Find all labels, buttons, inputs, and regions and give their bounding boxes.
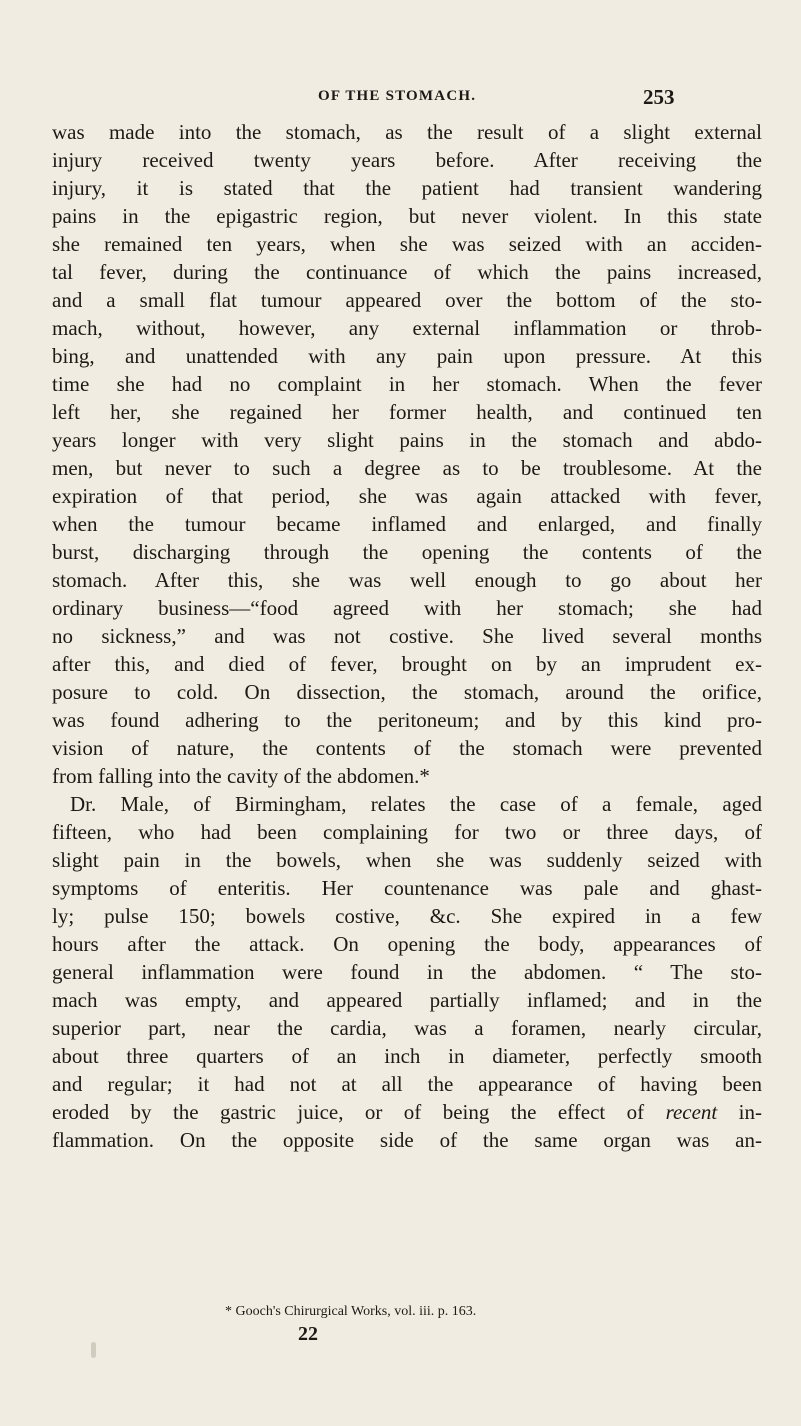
text-line: left her, she regained her former health, and continued ten: [52, 400, 762, 424]
text-line: time she had no complaint in her stomach. When the fever: [52, 372, 762, 396]
text-line: symptoms of enteritis. Her countenance was pale and ghast-: [52, 876, 762, 900]
text-line: ly; pulse 150; bowels costive, &c. She expired in a few: [52, 904, 762, 928]
text-line: injury, it is stated that the patient had transient wandering: [52, 176, 762, 200]
text-line-with-emphasis: [52, 1098, 762, 1126]
running-head: [0, 85, 801, 112]
italic-word: recent: [665, 1100, 718, 1124]
text-line: hours after the attack. On opening the body, appearances of: [52, 932, 762, 956]
text-line: was made into the stomach, as the result of a slight external: [52, 120, 762, 144]
text-line: pains in the epigastric region, but never violent. In this state: [52, 204, 762, 228]
page-smudge: [91, 1342, 96, 1358]
text-line: ordinary business—“food agreed with her stomach; she had: [52, 596, 762, 620]
text-line: she remained ten years, when she was seized with an acciden-: [52, 232, 762, 256]
text-line: about three quarters of an inch in diameter, perfectly smooth: [52, 1044, 762, 1068]
signature-mark: 22: [298, 1323, 318, 1345]
text-line-paragraph-start: Dr. Male, of Birmingham, relates the case of a female, aged: [70, 792, 762, 816]
text-line: men, but never to such a degree as to be troublesome. At the: [52, 456, 762, 480]
text-line: vision of nature, the contents of the stomach were prevented: [52, 736, 762, 760]
text-line: after this, and died of fever, brought on by an imprudent ex-: [52, 652, 762, 676]
text-line: stomach. After this, she was well enough to go about her: [52, 568, 762, 592]
text-line: mach was empty, and appeared partially inflamed; and in the: [52, 988, 762, 1012]
text-line: general inflammation were found in the abdomen. “ The sto-: [52, 960, 762, 984]
body-text: [52, 118, 762, 1154]
text-line: posure to cold. On dissection, the stomach, around the orifice,: [52, 680, 762, 704]
text-line: bing, and unattended with any pain upon pressure. At this: [52, 344, 762, 368]
text-line: superior part, near the cardia, was a foramen, nearly circular,: [52, 1016, 762, 1040]
text-line: and regular; it had not at all the appearance of having been: [52, 1072, 762, 1096]
text-fragment: in-: [717, 1100, 763, 1124]
text-line: flammation. On the opposite side of the same organ was an-: [52, 1128, 762, 1152]
text-line: years longer with very slight pains in the stomach and abdo-: [52, 428, 762, 452]
text-line: was found adhering to the peritoneum; and by this kind pro-: [52, 708, 762, 732]
text-line: injury received twenty years before. After receiving the: [52, 148, 762, 172]
text-line: when the tumour became inflamed and enlarged, and finally: [52, 512, 762, 536]
page-number: 253: [643, 85, 675, 109]
running-title: OF THE STOMACH.: [318, 88, 477, 104]
text-line: fifteen, who had been complaining for two or three days, of: [52, 820, 762, 844]
text-line: slight pain in the bowels, when she was suddenly seized with: [52, 848, 762, 872]
text-line-paragraph-end: from falling into the cavity of the abdomen.*: [52, 764, 430, 788]
text-line: mach, without, however, any external inflammation or throb-: [52, 316, 762, 340]
text-line: and a small flat tumour appeared over the bottom of the sto-: [52, 288, 762, 312]
text-line: tal fever, during the continuance of which the pains increased,: [52, 260, 762, 284]
text-line: expiration of that period, she was again attacked with fever,: [52, 484, 762, 508]
text-line: burst, discharging through the opening the contents of the: [52, 540, 762, 564]
footnote: * Gooch's Chirurgical Works, vol. iii. p. 163.: [225, 1304, 477, 1319]
text-fragment: eroded by the gastric juice, or of being the effect of: [52, 1100, 645, 1124]
text-line: no sickness,” and was not costive. She lived several months: [52, 624, 762, 648]
